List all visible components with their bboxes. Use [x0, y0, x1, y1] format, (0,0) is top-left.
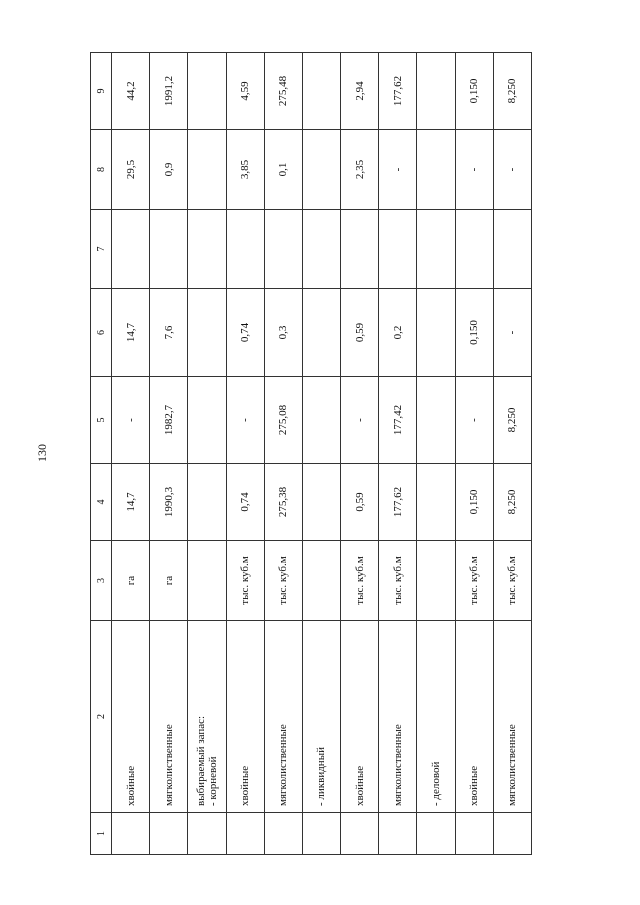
table-cell: тыс. куб.м: [226, 541, 264, 621]
table-row: [455, 53, 493, 855]
table-cell: 0,150: [455, 53, 493, 130]
table-cell: 29,5: [112, 130, 150, 210]
row-label: - ликвидный: [302, 621, 340, 813]
table-cell: [112, 813, 150, 855]
column-number-2: 2: [91, 621, 112, 813]
table-cell: 1990,3: [150, 464, 188, 541]
table-cell: -: [493, 130, 531, 210]
row-label: мягколиственные: [150, 621, 188, 813]
table-cell: 0,74: [226, 289, 264, 377]
table-cell: -: [379, 130, 417, 210]
table-cell: -: [455, 377, 493, 464]
table-cell: тыс. куб.м: [455, 541, 493, 621]
table-cell: [417, 289, 455, 377]
table-cell: 2,94: [341, 53, 379, 130]
table-row: [112, 53, 150, 855]
forest-resources-table: [90, 52, 532, 855]
row-label: хвойные: [341, 621, 379, 813]
table-cell: [112, 210, 150, 289]
table-cell: га: [150, 541, 188, 621]
table-row: [226, 53, 264, 855]
table-cell: 44,2: [112, 53, 150, 130]
table-cell: 275,48: [264, 53, 302, 130]
table-cell: [150, 813, 188, 855]
table-cell: [302, 377, 340, 464]
table-cell: [455, 813, 493, 855]
table-cell: 0,150: [455, 464, 493, 541]
table-row: [379, 53, 417, 855]
table-cell: га: [112, 541, 150, 621]
table-cell: [188, 464, 226, 541]
table-header-row: [91, 53, 112, 855]
table-cell: [150, 210, 188, 289]
table-cell: [417, 813, 455, 855]
table-cell: [302, 464, 340, 541]
table-row: [493, 53, 531, 855]
table-cell: -: [493, 289, 531, 377]
table-cell: 275,38: [264, 464, 302, 541]
column-number-4: 4: [91, 464, 112, 541]
table-cell: [493, 210, 531, 289]
column-number-5: 5: [91, 377, 112, 464]
column-number-7: 7: [91, 210, 112, 289]
table-cell: [302, 289, 340, 377]
column-number-8: 8: [91, 130, 112, 210]
table-cell: [188, 813, 226, 855]
table-cell: тыс. куб.м: [493, 541, 531, 621]
table-cell: [341, 210, 379, 289]
row-label: мягколиственные: [379, 621, 417, 813]
table-cell: [302, 210, 340, 289]
table-cell: 0,2: [379, 289, 417, 377]
table-cell: [455, 210, 493, 289]
table-cell: 0,3: [264, 289, 302, 377]
table-cell: [417, 377, 455, 464]
rotated-table-wrapper: [90, 53, 530, 855]
table-row: [188, 53, 226, 855]
table-cell: [188, 377, 226, 464]
table-cell: 8,250: [493, 464, 531, 541]
table-cell: 1991,2: [150, 53, 188, 130]
table-cell: [188, 53, 226, 130]
row-label: мягколиственные: [264, 621, 302, 813]
table-cell: [341, 813, 379, 855]
table-cell: 7,6: [150, 289, 188, 377]
table-cell: [188, 289, 226, 377]
table-cell: [493, 813, 531, 855]
table-cell: [302, 53, 340, 130]
table-cell: 0,1: [264, 130, 302, 210]
table-row: [417, 53, 455, 855]
table-cell: 14,7: [112, 464, 150, 541]
column-number-3: 3: [91, 541, 112, 621]
table-cell: [302, 541, 340, 621]
column-number-6: 6: [91, 289, 112, 377]
table-cell: 275,08: [264, 377, 302, 464]
table-cell: [417, 464, 455, 541]
table-cell: [188, 130, 226, 210]
table-cell: [302, 130, 340, 210]
table-cell: -: [455, 130, 493, 210]
table-cell: 4,59: [226, 53, 264, 130]
page-number: 130: [35, 444, 49, 462]
table-cell: 8,250: [493, 53, 531, 130]
table-cell: 0,59: [341, 289, 379, 377]
table-cell: 0,59: [341, 464, 379, 541]
table-cell: [226, 210, 264, 289]
row-label: хвойные: [112, 621, 150, 813]
table-cell: 0,74: [226, 464, 264, 541]
column-number-9: 9: [91, 53, 112, 130]
row-label: - деловой: [417, 621, 455, 813]
table-row: [341, 53, 379, 855]
table-cell: [188, 210, 226, 289]
column-number-1: 1: [91, 813, 112, 855]
table-cell: 177,42: [379, 377, 417, 464]
table-cell: 0,9: [150, 130, 188, 210]
table-row: [302, 53, 340, 855]
row-label: мягколиственные: [493, 621, 531, 813]
row-label: выбираемый запас: - корневой: [188, 621, 226, 813]
row-label: хвойные: [455, 621, 493, 813]
table-cell: 2,35: [341, 130, 379, 210]
table-cell: [417, 210, 455, 289]
table-cell: -: [226, 377, 264, 464]
table-cell: [188, 541, 226, 621]
table-cell: тыс. куб.м: [379, 541, 417, 621]
table-cell: 14,7: [112, 289, 150, 377]
table-cell: [264, 210, 302, 289]
table-cell: [379, 813, 417, 855]
table-cell: [379, 210, 417, 289]
table-cell: [302, 813, 340, 855]
table-cell: тыс. куб.м: [264, 541, 302, 621]
table-row: [150, 53, 188, 855]
table-cell: [417, 541, 455, 621]
table-body: [91, 53, 532, 855]
table-cell: [417, 53, 455, 130]
table-cell: тыс. куб.м: [341, 541, 379, 621]
table-cell: [417, 130, 455, 210]
table-cell: -: [112, 377, 150, 464]
table-cell: 177,62: [379, 464, 417, 541]
table-cell: [264, 813, 302, 855]
table-row: [264, 53, 302, 855]
table-cell: 3,85: [226, 130, 264, 210]
table-cell: 8,250: [493, 377, 531, 464]
table-cell: -: [341, 377, 379, 464]
table-cell: 1982,7: [150, 377, 188, 464]
table-cell: [226, 813, 264, 855]
table-cell: 177,62: [379, 53, 417, 130]
row-label: хвойные: [226, 621, 264, 813]
table-cell: 0,150: [455, 289, 493, 377]
